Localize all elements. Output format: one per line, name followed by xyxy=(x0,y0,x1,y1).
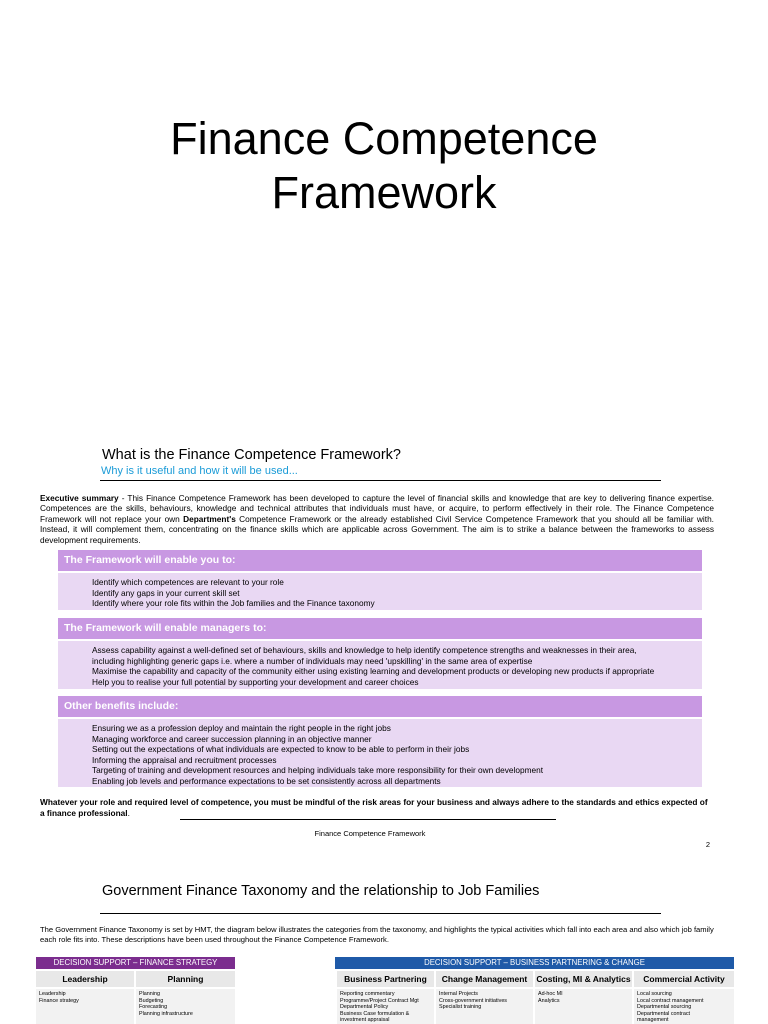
list-item: Identify any gaps in your current skill set xyxy=(92,587,240,598)
banner-finance-strategy: DECISION SUPPORT – FINANCE STRATEGY xyxy=(36,957,235,969)
list-item: Departmental contract xyxy=(637,1010,691,1017)
box-other-benefits-heading: Other benefits include: xyxy=(58,696,702,717)
box-enable-managers-heading: The Framework will enable managers to: xyxy=(58,618,702,639)
executive-summary-text-1: - This Finance Competence Framework has been developed to capture the level of financial skills and knowledge that are key to delivering finance expertise. Competences are the skills, behaviours, knowledge and technical attributes that individuals must have, or acquire, to perform effectively in their role. The Finance Competence Framework will not replace your own xyxy=(40,493,714,524)
column-body-planning xyxy=(136,989,235,1024)
section-divider xyxy=(100,480,661,481)
closing-period: . xyxy=(127,807,130,818)
list-item: Help you to realise your full potential by supporting your development and career choices xyxy=(92,676,419,687)
taxonomy-intro: The Government Finance Taxonomy is set by HMT, the diagram below illustrates the categories from the taxonomy, and highlights the typical activities which fall into each area and also which job family each role fits into. These descriptions have been used throughout the Finance Competence Framework. xyxy=(40,925,714,944)
list-item: Local sourcing xyxy=(637,991,672,997)
taxonomy-divider xyxy=(100,913,661,914)
list-item: Identify which competences are relevant to your role xyxy=(92,577,284,587)
list-item: Local contract management xyxy=(637,997,704,1004)
column-heading-business-partnering: Business Partnering xyxy=(337,971,434,987)
list-item: Planning infrastructure xyxy=(139,1010,193,1017)
list-item: Analytics xyxy=(538,997,560,1004)
list-item: Specialist training xyxy=(439,1004,482,1011)
cover-title-line-2: Framework xyxy=(271,167,497,218)
list-item: Targeting of training and development resources and helping individuals take more responsibility for their own development xyxy=(92,765,544,776)
closing-text: Whatever your role and required level of competence, you must be mindful of the risk areas for your business and always adhere to the standards and ethics expected of a finance professional xyxy=(40,797,708,818)
section-title: What is the Finance Competence Framework? xyxy=(102,447,401,463)
list-item: Identify where your role fits within the Job families and the Finance taxonomy xyxy=(92,598,375,609)
list-item: Departmental sourcing xyxy=(637,1004,692,1011)
list-item: Departmental Policy xyxy=(340,1004,389,1011)
column-heading-commercial: Commercial Activity xyxy=(634,971,734,987)
list-item: Cross-government initiatives xyxy=(439,997,508,1004)
cover-title xyxy=(0,112,768,220)
column-heading-leadership: Leadership xyxy=(36,971,134,987)
list-item: Leadership xyxy=(39,991,66,997)
column-heading-costing: Costing, MI & Analytics xyxy=(535,971,632,987)
executive-summary-bold: Department's xyxy=(183,513,236,524)
list-item: including highlighting generic gaps i.e. where a number of individuals may need 'upskilling' in the same area of expertise xyxy=(92,655,533,666)
column-body-commercial xyxy=(634,989,734,1024)
box-enable-you-heading: The Framework will enable you to: xyxy=(58,550,702,571)
list-item: Setting out the expectations of what individuals are expected to know to be able to perform in their jobs xyxy=(92,744,470,755)
executive-summary xyxy=(40,493,714,545)
list-item: Programme/Project Contract Mgt xyxy=(340,997,419,1004)
banner-business-partnering: DECISION SUPPORT – BUSINESS PARTNERING & CHANGE xyxy=(335,957,734,969)
list-item: Finance strategy xyxy=(39,997,79,1004)
cover-title-line-1: Finance Competence xyxy=(170,113,598,164)
list-item: Reporting commentary xyxy=(340,991,395,997)
box-enable-you-body xyxy=(58,573,702,610)
section-subtitle: Why is it useful and how it will be used... xyxy=(101,465,298,477)
closing-statement xyxy=(40,797,714,818)
list-item: Informing the appraisal and recruitment processes xyxy=(92,754,277,765)
list-item: Budgeting xyxy=(139,997,164,1004)
list-item: Ensuring we as a profession deploy and maintain the right people in the right jobs xyxy=(92,723,391,733)
list-item: management xyxy=(637,1017,669,1024)
executive-summary-text-2: Competence Framework or the already established Civil Service Competence Framework that you should all be familiar with. Instead, it will complement them, concentrating on the finance skills which are applicable across Government. The aim is to strike a balance between the frameworks to assess development requirements. xyxy=(40,513,714,545)
column-body-business-partnering xyxy=(337,989,434,1024)
column-body-change-management xyxy=(436,989,533,1024)
column-heading-change-management: Change Management xyxy=(436,971,533,987)
page-number: 2 xyxy=(705,840,710,849)
taxonomy-title: Government Finance Taxonomy and the relationship to Job Families xyxy=(102,883,540,899)
list-item: investment appraisal xyxy=(340,1017,390,1024)
list-item: Internal Projects xyxy=(439,991,478,997)
column-body-costing xyxy=(535,989,632,1024)
list-item: Managing workforce and career succession planning in an objective manner xyxy=(92,733,372,744)
list-item: Ad-hoc MI xyxy=(538,991,563,997)
list-item: Assess capability against a well-defined set of behaviours, skills and knowledge to help identify competence strengths and weaknesses in their area, xyxy=(92,645,637,655)
box-other-benefits-body xyxy=(58,719,702,787)
footer-divider xyxy=(180,819,556,820)
footer-text: Finance Competence Framework xyxy=(314,829,426,838)
list-item: Enabling job levels and performance expectations to be set consistently across all departments xyxy=(92,775,441,786)
list-item: Planning xyxy=(139,991,160,997)
executive-summary-label: Executive summary xyxy=(40,493,119,503)
list-item: Business Case formulation & xyxy=(340,1010,410,1017)
column-heading-planning: Planning xyxy=(136,971,235,987)
column-body-leadership xyxy=(36,989,134,1024)
box-enable-managers-body xyxy=(58,641,702,689)
list-item: Forecasting xyxy=(139,1004,168,1011)
list-item: Maximise the capability and capacity of the community either using existing learning and development products or developing new products if appropriate xyxy=(92,666,655,677)
